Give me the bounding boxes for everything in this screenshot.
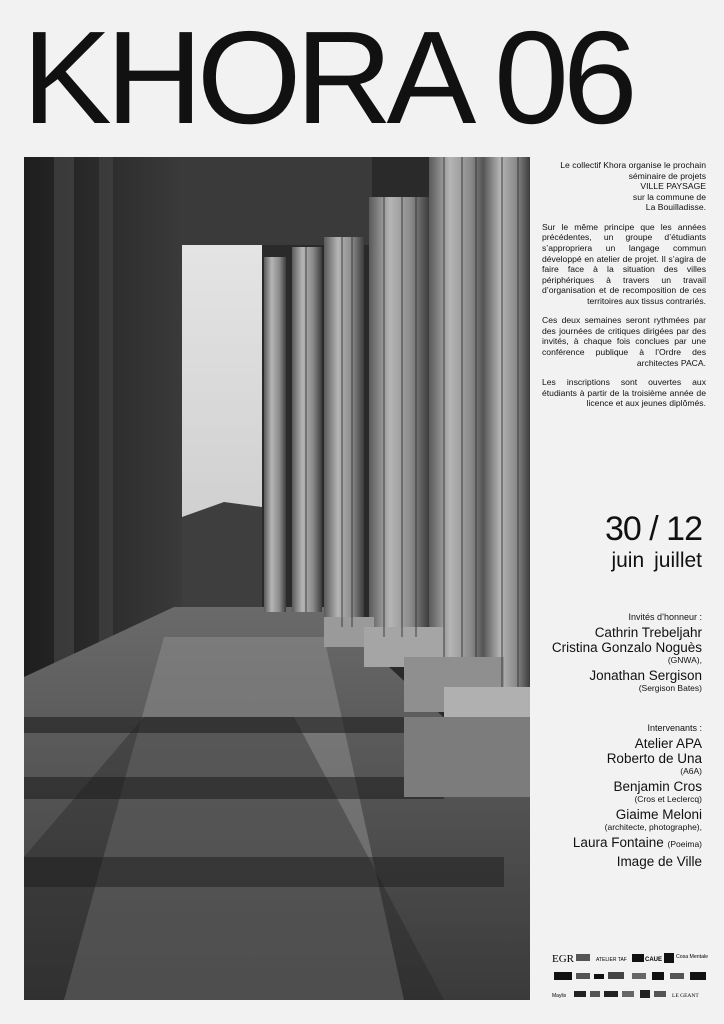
date-numbers: 30 / 12	[605, 510, 702, 548]
speaker-row	[482, 836, 702, 851]
speaker-affiliation: (A6A)	[680, 765, 702, 776]
colonnade-photograph	[24, 157, 530, 1000]
intro-paragraph-2: Sur le même principe que les années précédentes, un groupe d’étudiants s’appropriera un langage commun développé en atelier de projet. Il s’agira de faire face à la situation des villes périphériques à travers un travail d’organisation et de recomposition de ces territoires aux tissus contrariés.	[542, 221, 706, 306]
guest-name: Cristina Gonzalo Noguès	[551, 639, 702, 655]
logo-caue: CAUE	[645, 957, 663, 963]
month-start: juin	[611, 549, 645, 572]
intro-line: La Bouilladisse.	[645, 202, 706, 213]
intro-paragraph-1	[542, 160, 706, 213]
guest-name: Jonathan Sergison	[589, 668, 702, 684]
speaker-affiliation: (architecte, photographe),	[604, 822, 702, 833]
speaker-name: Laura Fontaine	[572, 835, 664, 851]
guest-affiliation: (GNWA),	[667, 654, 702, 665]
speakers-heading: Intervenants :	[647, 723, 702, 733]
logo-cosa-mentale: Cosa Mentale	[676, 954, 709, 960]
guests-of-honour	[482, 612, 702, 697]
guests-heading: Invités d’honneur :	[628, 612, 702, 622]
speaker-name: Roberto de Una	[606, 750, 702, 766]
logo-row-2	[554, 972, 706, 980]
intro-line: VILLE PAYSAGE	[640, 181, 706, 192]
logo-cosa-block	[664, 953, 674, 963]
logo-le-geant: LE GEANT	[672, 993, 699, 999]
month-end: juillet	[654, 549, 702, 572]
logo-small-mark	[576, 954, 590, 961]
speaker-name: Giaime Meloni	[615, 807, 702, 823]
speaker-name: Image de Ville	[616, 854, 702, 870]
speaker-affiliation: (Poeima)	[667, 839, 702, 850]
logo-egr: EGR	[552, 953, 574, 965]
partner-logos	[552, 950, 710, 1002]
logo-atelier-taf: ATELIER TAF	[596, 957, 627, 963]
intro-paragraph-4: Les inscriptions sont ouvertes aux étudiants à partir de la troisième année de licence et aux jeunes diplômés.	[542, 377, 706, 409]
date-months	[522, 548, 702, 573]
speaker-affiliation: (Cros et Leclercq)	[634, 793, 702, 804]
speaker-name: Atelier APA	[634, 736, 702, 751]
intro-line: Le collectif Khora organise le prochain séminaire de projets	[560, 160, 706, 181]
intro-text	[542, 160, 706, 418]
logo-row-3-marks	[574, 990, 666, 998]
logo-caue-block	[632, 954, 644, 962]
event-dates	[522, 512, 702, 573]
intro-paragraph-3: Ces deux semaines seront rythmées par des journées de critiques dirigées par des invités, à chaque fois conclues par une conférence publique à l’Ordre des architectes PACA.	[542, 315, 706, 368]
guest-name: Cathrin Trebeljahr	[594, 625, 702, 640]
speakers-list	[482, 723, 702, 870]
poster-title: KHORA 06	[22, 4, 632, 151]
speaker-name: Benjamin Cros	[613, 779, 702, 795]
intro-line: sur la commune de	[632, 191, 706, 202]
guest-affiliation: (Sergison Bates)	[638, 682, 702, 693]
logo-maylis: Maylis	[552, 993, 567, 999]
